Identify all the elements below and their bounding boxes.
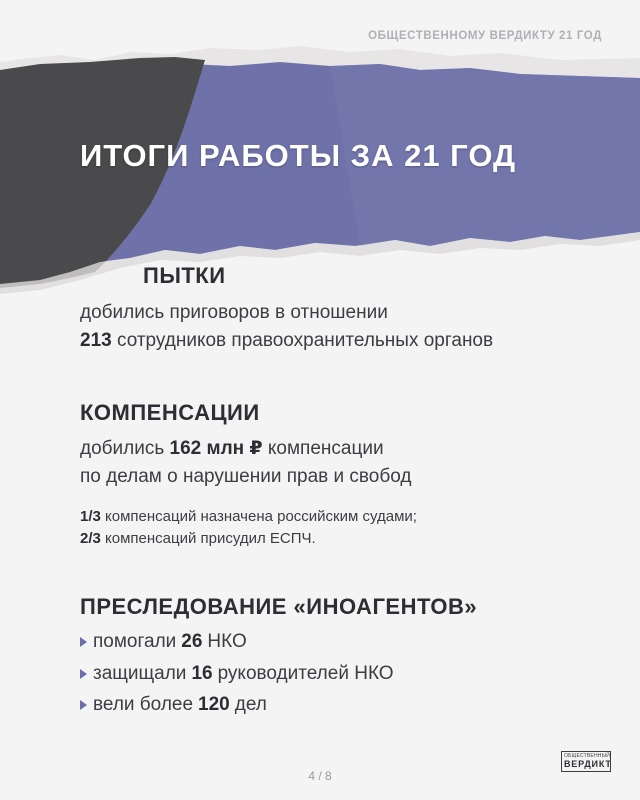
compensation-amount: 162 млн ₽ bbox=[169, 438, 263, 459]
section-heading-foreign-agents: ПРЕСЛЕДОВАНИЕ «ИНОАГЕНТОВ» bbox=[80, 594, 478, 619]
list-item-pre: вели более bbox=[93, 694, 194, 715]
triangle-bullet-icon bbox=[80, 637, 87, 647]
triangle-bullet-icon bbox=[80, 700, 87, 710]
compensation-line-1-pre: добились bbox=[80, 438, 165, 459]
compensation-fraction-2: 2/3 bbox=[80, 530, 101, 547]
compensation-fraction-1: 1/3 bbox=[80, 508, 101, 525]
header-label: ОБЩЕСТВЕННОМУ ВЕРДИКТУ 21 ГОД bbox=[368, 30, 602, 42]
compensation-line-1-post: компенсации bbox=[267, 438, 384, 459]
logo-line-1: ОБЩЕСТВЕННЫЙ bbox=[564, 753, 611, 759]
list-item-post: НКО bbox=[207, 631, 247, 652]
torture-count: 213 bbox=[80, 330, 112, 351]
section-heading-torture: ПЫТКИ bbox=[143, 263, 226, 288]
torture-line-2-text: сотрудников правоохранительных органов bbox=[116, 330, 494, 351]
list-item-post: руководителей НКО bbox=[217, 663, 394, 684]
list-item-pre: защищали bbox=[93, 663, 187, 684]
compensation-note-2-text: компенсаций присудил ЕСПЧ. bbox=[105, 530, 316, 547]
list-item bbox=[80, 694, 267, 716]
brand-logo bbox=[561, 751, 611, 772]
list-item-number: 16 bbox=[191, 663, 213, 684]
logo-line-2: ВЕРДИКТ bbox=[564, 759, 612, 769]
compensation-note-1-text: компенсаций назначена российским судами; bbox=[105, 508, 417, 525]
list-item bbox=[80, 663, 394, 685]
page-indicator: 4 / 8 bbox=[308, 769, 332, 783]
compensation-note-1 bbox=[80, 506, 417, 528]
compensation-line-1 bbox=[80, 437, 384, 462]
section-heading-compensation: КОМПЕНСАЦИИ bbox=[80, 400, 260, 425]
torture-line-2 bbox=[80, 329, 493, 354]
compensation-note-2 bbox=[80, 528, 316, 550]
list-item-number: 120 bbox=[198, 694, 230, 715]
compensation-line-2: по делам о нарушении прав и свобод bbox=[80, 466, 412, 487]
list-item-number: 26 bbox=[181, 631, 203, 652]
list-item-pre: помогали bbox=[93, 631, 177, 652]
list-item-post: дел bbox=[234, 694, 267, 715]
triangle-bullet-icon bbox=[80, 669, 87, 679]
torture-line-1: добились приговоров в отношении bbox=[80, 302, 388, 323]
list-item bbox=[80, 631, 247, 653]
page-title: ИТОГИ РАБОТЫ ЗА 21 ГОД bbox=[80, 138, 517, 173]
